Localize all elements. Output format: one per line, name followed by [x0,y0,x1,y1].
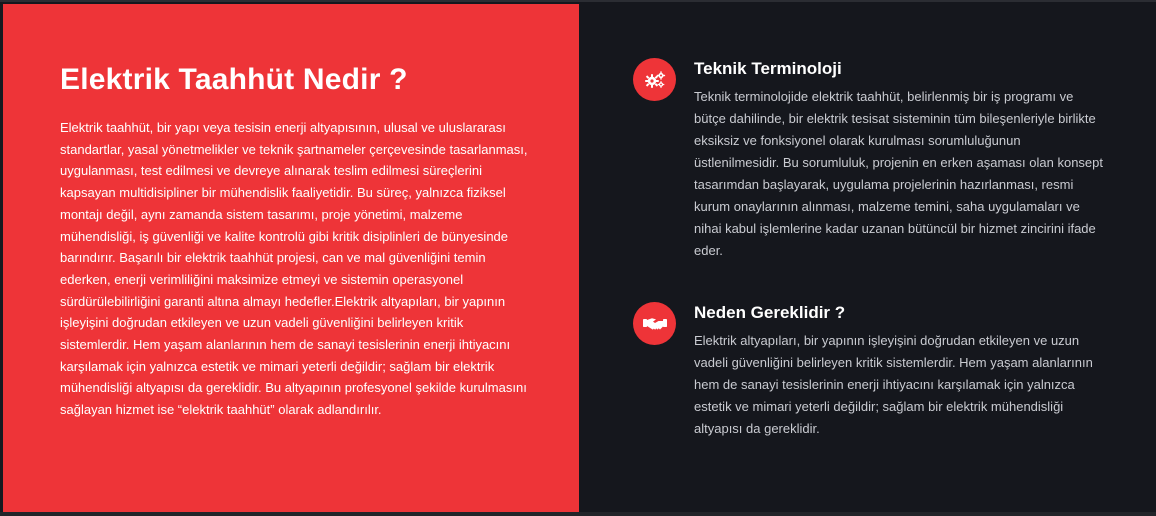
bottom-divider [0,512,1156,516]
gears-icon-svg [644,71,666,89]
feature-body [694,302,1104,440]
intro-panel [0,4,579,514]
feature-text: Elektrik altyapıları, bir yapının işleyişini doğrudan etkileyen ve uzun vadeli güvenliğini belirleyen kritik sistemlerdir. Hem yaşam alanlarının hem de sanayi tesislerinin enerji ihtiyacını karşılamak için yalnızca estetik ve mimari yeterli değildir; sağlam bir elektrik mühendisliği altyapısı da gereklidir. [694,333,1093,436]
feature-body [694,58,1104,262]
feature-text: Teknik terminolojide elektrik taahhüt, belirlenmiş bir iş programı ve bütçe dahilinde, bir elektrik tesisat sisteminin tüm bileşenleriyle birlikte eksiksiz ve fonksiyonel olarak kurulması sorumluluğunun üstlenilmesidir. Bu sorumluluk, projenin en erken aşaması olan konsept tasarımdan başlayarak, uygulama projelerinin hazırlanması, resmi kurum onaylarının alınması, malzeme temini, saha uygulamaları ve nihai kabul işlemlerine kadar uzanan bütüncül bir hizmet zincirini ifade eder. [694,89,1103,258]
handshake-icon-svg [643,316,667,332]
intro-title: Elektrik Taahhüt Nedir ? [60,63,408,96]
intro-paragraph: Elektrik taahhüt, bir yapı veya tesisin enerji altyapısının, ulusal ve uluslararası standartlar, yasal yönetmelikler ve teknik şartnameler çerçevesinde tasarlanması, uygulanması, test edilmesi ve devreye alınarak teslim edilmesi süreçlerini kapsayan multidisipliner bir mühendislik faaliyetidir. Bu süreç, yalnızca fiziksel montajı değil, aynı zamanda sistem tasarımı, proje yönetimi, malzeme mühendisliği, iş güvenliği ve kalite kontrolü gibi kritik disiplinleri de bünyesinde barındırır. Başarılı bir elektrik taahhüt projesi, can ve mal güvenliğini temin ederken, enerji verimliliğini maksimize etmeyi ve sistemin operasyonel sürdürülebilirliğini garanti altına almayı hedefler.Elektrik altyapıları, bir yapının işleyişini doğrudan etkileyen ve uzun vadeli güvenliğini belirleyen kritik sistemlerdir. Hem yaşam alanlarının hem de sanayi tesislerinin enerji ihtiyacını karşılamak için yalnızca estetik ve mimari yeterli değildir; sağlam bir elektrik mühendisliği altyapısı da gereklidir. Bu altyapının profesyonel şekilde kurulmasını sağlayan hizmet ise “elektrik taahhüt” olarak adlandırılır. [60,120,528,418]
features-panel [579,4,1156,514]
feature-title: Neden Gereklidir ? [694,303,846,322]
gears-icon [633,58,676,101]
handshake-icon [633,302,676,345]
feature-title: Teknik Terminoloji [694,59,842,78]
